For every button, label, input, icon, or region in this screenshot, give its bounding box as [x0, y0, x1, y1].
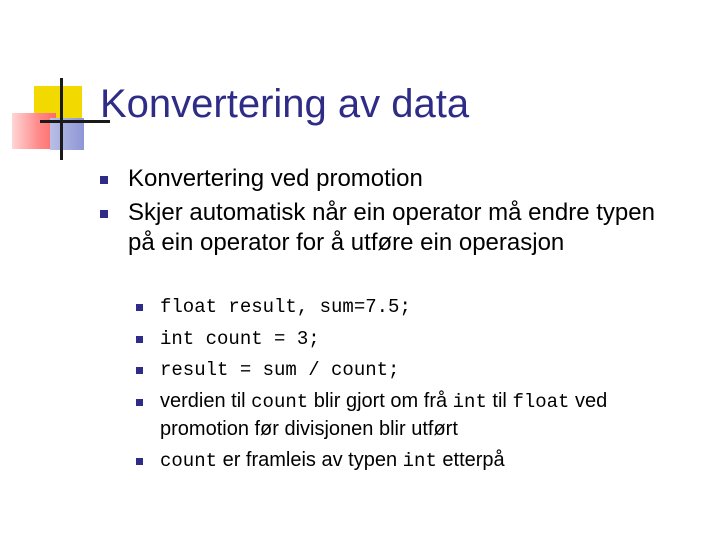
- code-fragment: int: [452, 391, 487, 413]
- bullet-marker: [100, 176, 108, 184]
- text-fragment: ved promotion før divisjonen blir utført: [160, 390, 608, 440]
- code-fragment: count: [160, 450, 218, 472]
- sub-bullet-item: [160, 447, 700, 475]
- text-fragment: er framleis av typen: [217, 449, 403, 471]
- slide-title: Konvertering av data: [100, 82, 470, 126]
- vertical-rule: [60, 78, 63, 160]
- slide-logo-decoration: [0, 0, 110, 170]
- text-fragment: til: [486, 390, 513, 412]
- code-fragment: int: [402, 450, 437, 472]
- text-fragment: blir gjort om frå: [308, 390, 453, 412]
- code-fragment: count: [251, 391, 309, 413]
- sub-bullet-marker: [136, 336, 143, 343]
- sub-bullet-item: [160, 388, 700, 443]
- sub-bullet-marker: [136, 399, 143, 406]
- code-line: result = sum / count;: [160, 359, 400, 381]
- bullet-item: Konvertering ved promotion: [128, 165, 423, 192]
- code-line: int count = 3;: [160, 328, 320, 350]
- code-fragment: float: [512, 391, 570, 413]
- bullet-item: Skjer automatisk når ein operator må endre typen på ein operator for å utføre ein operasjon: [128, 199, 655, 256]
- text-fragment: etterpå: [436, 449, 505, 471]
- sub-bullet-marker: [136, 367, 143, 374]
- sub-bullet-marker: [136, 304, 143, 311]
- sub-bullet-marker: [136, 458, 143, 465]
- bullet-marker: [100, 210, 108, 218]
- code-line: float result, sum=7.5;: [160, 296, 411, 318]
- text-fragment: verdien til: [160, 390, 252, 412]
